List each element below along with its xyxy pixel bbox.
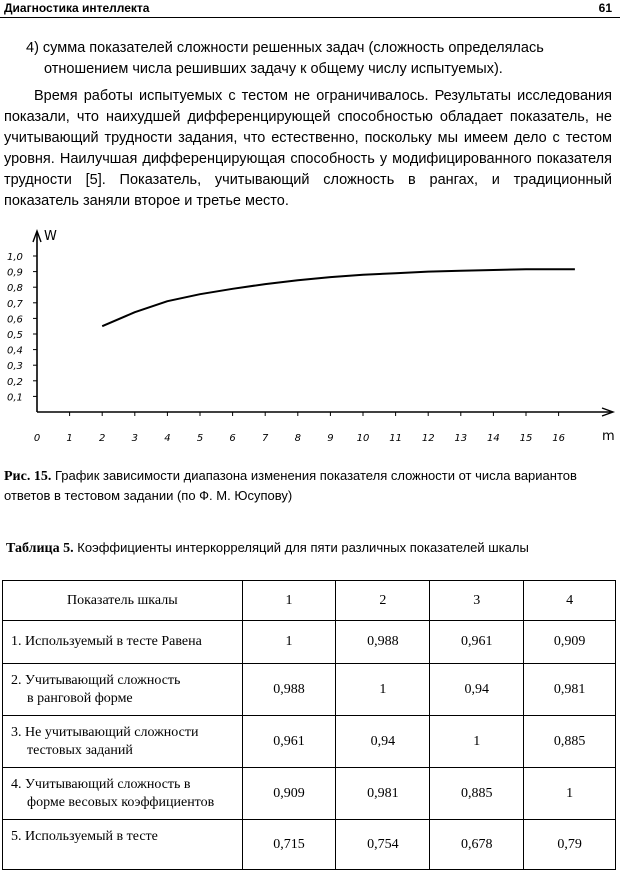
table-row <box>3 820 616 870</box>
x-tick-label: 12 <box>421 433 435 444</box>
x-tick-label: 8 <box>294 433 301 444</box>
y-tick-label: 1,0 <box>7 252 23 263</box>
table-cell: 0,885 <box>524 716 616 768</box>
row-label <box>3 768 243 820</box>
table-caption-label: Таблица 5. <box>6 541 74 556</box>
x-tick-label: 5 <box>196 433 204 444</box>
table-cell: 0,94 <box>336 716 430 768</box>
x-tick-label: 3 <box>131 433 138 444</box>
series-line <box>102 269 575 326</box>
correlation-table <box>2 580 616 870</box>
y-tick-label: 0,7 <box>7 298 23 310</box>
table-cell: 1 <box>336 664 430 716</box>
y-tick-label: 0,2 <box>7 376 23 388</box>
figure-caption-text: График зависимости диапазона изменения показателя сложности от числа вариантов ответов в тестовом задании (по Ф. М. Юсупову) <box>4 468 577 503</box>
table-header-cell: 2 <box>336 581 430 621</box>
row-label <box>3 621 243 664</box>
figure-caption-label: Рис. 15. <box>4 469 52 484</box>
x-tick-label: 14 <box>487 433 500 444</box>
y-tick-label: 0,8 <box>7 283 23 295</box>
row-label-line1: 5. Используемый в тесте <box>11 829 158 844</box>
y-tick-label: 0,9 <box>7 267 23 279</box>
table-cell: 0,94 <box>430 664 524 716</box>
y-tick-label: 0,6 <box>7 314 23 326</box>
table-cell: 0,981 <box>336 768 430 820</box>
table-cell: 1 <box>242 621 336 664</box>
running-header-title: Диагностика интеллекта <box>4 1 150 15</box>
header-rule <box>0 17 620 18</box>
table-caption <box>6 540 616 557</box>
row-label-line1: 4. Учитывающий сложность в <box>11 776 191 792</box>
y-tick-label: 0,3 <box>7 361 23 373</box>
x-tick-label: 9 <box>327 433 334 444</box>
x-tick-label: 2 <box>99 433 106 444</box>
x-tick-label: 1 <box>66 433 73 444</box>
table-header-cell: Показатель шкалы <box>3 581 243 621</box>
x-tick-label: 13 <box>454 433 468 444</box>
row-label <box>3 820 243 870</box>
x-tick-label: 16 <box>552 433 565 444</box>
table-cell: 0,885 <box>430 768 524 820</box>
row-label-line1: 3. Не учитывающий сложности <box>11 724 199 740</box>
y-tick-label: 0,4 <box>7 345 23 357</box>
table-cell: 0,909 <box>524 621 616 664</box>
table-row <box>3 716 616 768</box>
table-cell: 0,988 <box>242 664 336 716</box>
table-cell: 0,715 <box>242 820 336 870</box>
table-header-cell: 4 <box>524 581 616 621</box>
table-cell: 0,678 <box>430 820 524 870</box>
y-tick-label: 0,5 <box>7 330 23 341</box>
table-header-row <box>3 581 616 621</box>
row-label-line1: 1. Используемый в тесте Равена <box>11 634 202 649</box>
page-number: 61 <box>598 1 612 15</box>
table-cell: 0,988 <box>336 621 430 664</box>
table-header-cell: 1 <box>242 581 336 621</box>
x-tick-label: 11 <box>389 433 402 444</box>
x-tick-label: 6 <box>229 433 236 444</box>
x-tick-label: 7 <box>262 433 269 444</box>
row-label-line2: форме весовых коэффициентов <box>27 794 215 810</box>
table-row <box>3 664 616 716</box>
x-tick-label: 15 <box>519 433 533 444</box>
list-item-4-line2: отношением числа решивших задачу к общему числу испытуемых). <box>44 61 503 77</box>
figure-caption <box>4 466 614 505</box>
row-label <box>3 664 243 716</box>
table-cell: 0,909 <box>242 768 336 820</box>
x-axis-label: m <box>602 429 615 444</box>
table-row <box>3 768 616 820</box>
table-cell: 0,961 <box>430 621 524 664</box>
table-cell: 0,754 <box>336 820 430 870</box>
body-paragraph: Время работы испытуемых с тестом не ограничивалось. Результаты исследования показали, что наихудшей дифференцирующей способностью обладает показатель, не учитывающий трудности задания, что естественно, поскольку мы имеем дело с тестом уровня. Наилучшая дифференцирующая способность у модифицированного показателя трудности [5]. Показатель, учитывающий сложность в рангах, и традиционный показатель заняли второе и третье место. <box>4 88 612 209</box>
table-cell: 0,961 <box>242 716 336 768</box>
table-cell: 0,981 <box>524 664 616 716</box>
y-axis-label: W <box>44 229 57 244</box>
row-label-line1: 2. Учитывающий сложность <box>11 672 181 688</box>
x-tick-label: 10 <box>356 433 370 444</box>
table-cell: 1 <box>524 768 616 820</box>
list-item-4-line1: 4) сумма показателей сложности решенных задач (сложность определялась <box>26 40 544 56</box>
y-tick-label: 0,1 <box>7 392 23 404</box>
running-header <box>0 0 620 18</box>
row-label-line2: в ранговой форме <box>27 690 133 706</box>
table-row <box>3 621 616 664</box>
line-chart <box>0 222 620 452</box>
row-label-line2: тестовых заданий <box>27 742 133 758</box>
list-item-4 <box>26 38 586 80</box>
table-caption-text: Коэффициенты интеркорреляций для пяти различных показателей шкалы <box>77 540 529 555</box>
table-header-cell: 3 <box>430 581 524 621</box>
table-cell: 1 <box>430 716 524 768</box>
row-label <box>3 716 243 768</box>
table-cell: 0,79 <box>524 820 616 870</box>
x-tick-label: 0 <box>33 433 41 444</box>
x-tick-label: 4 <box>164 433 171 444</box>
